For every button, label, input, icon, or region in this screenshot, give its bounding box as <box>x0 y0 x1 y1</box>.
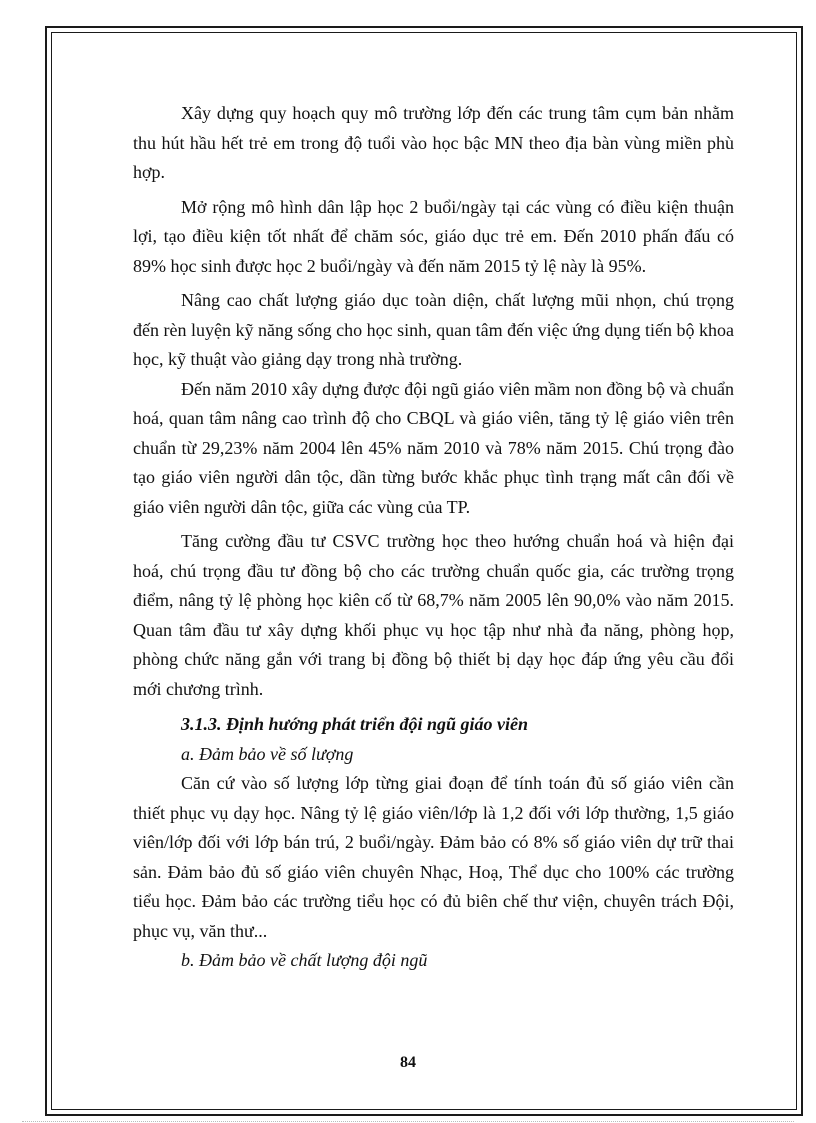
paragraph-two-sessions: Mở rộng mô hình dân lập học 2 buổi/ngày tại các vùng có điều kiện thuận lợi, tạo điều kiện tốt nhất để chăm sóc, giáo dục trẻ em. Đến 2010 phấn đấu có 89% học sinh được học 2 buổi/ngày và đến năm 2015 tỷ lệ này là 95%. <box>133 196 734 276</box>
paragraph-school-planning: Xây dựng quy hoạch quy mô trường lớp đến các trung tâm cụm bản nhằm thu hút hầu hết trẻ em trong độ tuổi vào học bậc MN theo địa bàn vùng miền phù hợp. <box>133 103 734 182</box>
section-heading: 3.1.3. Định hướng phát triển đội ngũ giáo viên <box>181 714 529 734</box>
paragraph-teacher-staff: Đến năm 2010 xây dựng được đội ngũ giáo viên mầm non đồng bộ và chuẩn hoá, quan tâm nâng cao trình độ cho CBQL và giáo viên, tăng tỷ lệ giáo viên trên chuẩn từ 29,23% năm 2004 lên 45% năm 2010 và 78% năm 2015. Chú trọng đào tạo giáo viên người dân tộc, dần từng bước khắc phục tình trạng mất cân đối về giáo viên người dân tộc, giữa các vùng của TP. <box>133 378 734 517</box>
paragraph-facilities-investment: Tăng cường đầu tư CSVC trường học theo hướng chuẩn hoá và hiện đại hoá, chú trọng đầu tư đồng bộ cho các trường chuẩn quốc gia, các trường trọng điểm, nâng tỷ lệ phòng học kiên cố từ 68,7% năm 2005 lên 90,0% vào năm 2015. Quan tâm đầu tư xây dựng khối phục vụ học tập như nhà đa năng, phòng họp, phòng chức năng gắn với trang bị đồng bộ thiết bị dạy học đáp ứng yêu cầu đổi mới chương trình. <box>133 531 734 699</box>
page-number: 84 <box>400 1054 416 1071</box>
paragraph-teacher-quantity: Căn cứ vào số lượng lớp từng giai đoạn để tính toán đủ số giáo viên cần thiết phục vụ dạy học. Nâng tỷ lệ giáo viên/lớp là 1,2 đối với lớp thường, 1,5 giáo viên/lớp đối với lớp bán trú, 2 buổi/ngày. Đảm bảo có 8% số giáo viên dự trữ thai sản. Đảm bảo đủ số giáo viên chuyên Nhạc, Hoạ, Thể dục cho 100% các trường tiểu học. Đảm bảo các trường tiểu học có đủ biên chế thư viện, chuyên trách Đội, phục vụ, văn thư... <box>133 773 734 941</box>
subheading-quality: b. Đảm bảo về chất lượng đội ngũ <box>181 950 428 970</box>
page-divider <box>22 1121 794 1122</box>
paragraph-education-quality: Nâng cao chất lượng giáo dục toàn diện, chất lượng mũi nhọn, chú trọng đến rèn luyện kỹ năng sống cho học sinh, quan tâm đến việc ứng dụng tiến bộ khoa học, kỹ thuật vào giảng dạy trong nhà trường. <box>133 290 734 369</box>
document-body <box>133 99 734 976</box>
subheading-quantity: a. Đảm bảo về số lượng <box>181 743 354 764</box>
